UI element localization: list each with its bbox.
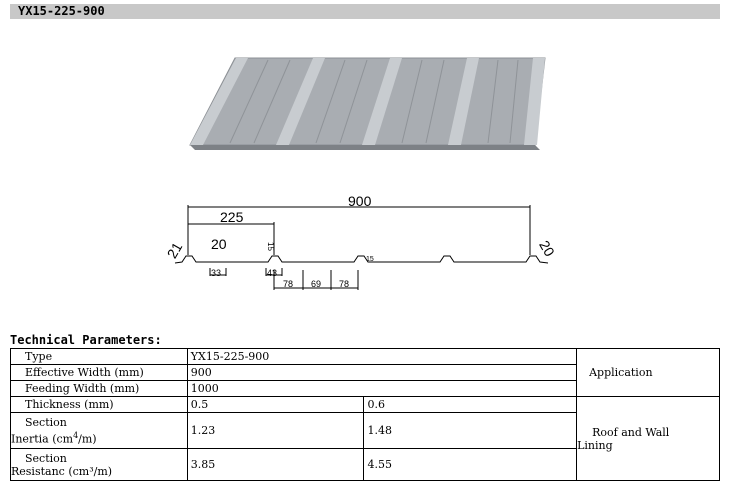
profile-drawing (0, 20, 731, 332)
effective-width-label: Effective Width (mm) (11, 365, 188, 381)
application-label: Application (577, 349, 720, 397)
technical-parameters-heading: Technical Parameters: (10, 333, 162, 347)
dim-pan-c: 78 (339, 279, 350, 289)
resistance-value-2: 4.55 (364, 449, 577, 481)
inertia-value-2: 1.48 (364, 413, 577, 449)
type-label: Type (11, 349, 188, 365)
dim-stiffener: 15 (366, 256, 374, 263)
inertia-value-1: 1.23 (187, 413, 364, 449)
dim-rib-top-small: 15 (266, 242, 275, 251)
thickness-value-1: 0.5 (187, 397, 364, 413)
dim-rib-base: 43 (267, 268, 278, 278)
product-title: YX15-225-900 (18, 4, 105, 18)
thickness-value-2: 0.6 (364, 397, 577, 413)
resistance-label-2: Resistanc (cm³/m) (11, 464, 113, 478)
inertia-label-1: Section (25, 415, 67, 429)
application-value-2: Lining (577, 438, 613, 452)
application-value-1: Roof and Wall (592, 425, 670, 439)
dim-pitch: 225 (220, 209, 244, 225)
feeding-width-value: 1000 (187, 381, 576, 397)
resistance-label-1: Section (25, 451, 67, 465)
resistance-label-cell (11, 449, 188, 481)
inertia-label-2: Inertia $(cm^4/m)$ (11, 430, 97, 446)
dim-rib-top: 33 (211, 268, 222, 278)
inertia-label-cell (11, 413, 188, 449)
feeding-width-label: Feeding Width (mm) (11, 381, 188, 397)
dim-edge-right: 20 (536, 237, 558, 260)
effective-width-value: 900 (187, 365, 576, 381)
dim-rib-height: 20 (211, 236, 227, 252)
product-title-bar (10, 4, 720, 19)
sheet-3d-rendering (190, 58, 545, 150)
table-row-thickness (11, 397, 720, 413)
application-value-cell (577, 397, 720, 481)
dim-pan-b: 69 (311, 279, 322, 289)
dim-edge-left: 21 (163, 239, 186, 261)
thickness-label: Thickness (mm) (11, 397, 188, 413)
resistance-value-1: 3.85 (187, 449, 364, 481)
table-row-type (11, 349, 720, 365)
type-value: YX15-225-900 (187, 349, 576, 365)
dim-pan-a: 78 (283, 279, 294, 289)
technical-parameters-table (10, 348, 720, 481)
dim-overall: 900 (348, 193, 372, 209)
